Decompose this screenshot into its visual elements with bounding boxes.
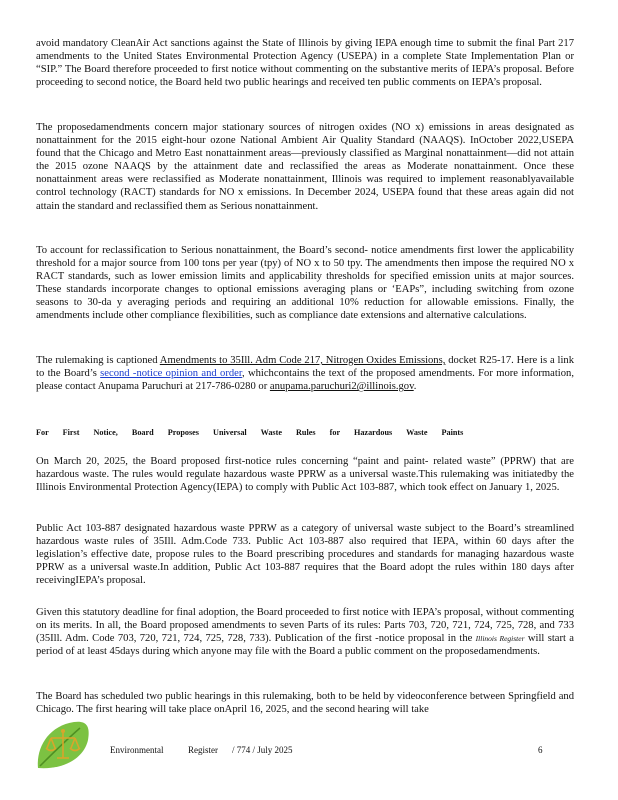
section-heading: For First Notice, Board Proposes Universal Waste Rules for Hazardous Waste Paints <box>36 428 464 437</box>
illinois-register-title: Illinois Register <box>475 634 525 644</box>
paragraph-text: will start a period of at least 45days during which anyone may file with the Board a public comment on the proposedamendments. <box>36 633 574 658</box>
paragraph-captioned <box>36 354 574 393</box>
paragraph-text: To account for reclassification to Serious nonattainment, the Board’s second- notice amendments first lower the applicability threshold for a major source from 100 tons per year (tpy) of NO x to 50 tpy. The amendments then impose the required NO x RACT standards, such as lower emission limits and applicability thresholds for specified emission units at major sources. These standards incorporate changes to optional emissions averaging plans or ‘EAPs”, including switching from ozone seasons to 30-da y averaging periods and requiring an additional 10% reduction for allowable emissions. Finally, the amendments include other compliance flexibilities, such as compliance date extensions and alternative calculations. <box>36 245 574 322</box>
footer-register: Register <box>188 745 218 755</box>
paragraph-text: . <box>413 381 417 393</box>
page-number: 6 <box>538 745 543 755</box>
footer-publication: Environmental <box>110 745 164 755</box>
rulemaking-caption: Amendments to 35Ill. Adm Code 217, Nitrogen Oxides Emissions, <box>159 355 446 366</box>
paragraph-text: Given this statutory deadline for final adoption, the Board proceeded to first notice with IEPA’s proposal, without commenting on its merits. In all, the Board proposed amendments to seven Parts of its rules: Parts 703, 720, 721, 724, 725, 728, and 733 (35Ill. Adm. Code 703, 720, 721, 724, 725, 728, 733). Publication of the first -notice proposal in the <box>36 607 574 645</box>
paragraph-hearings <box>36 690 574 716</box>
board-logo-icon <box>34 718 92 774</box>
paragraph-text: , whichcontains the text of the proposed amendments. For more information, please contact Anupama Paruchuri at 217-786-0280 or <box>36 368 574 393</box>
paragraph-text: On March 20, 2025, the Board proposed first-notice rules concerning “paint and paint- related waste” (PPRW) that are hazardous waste. The rules would regulate hazardous waste PPRW as a universal waste.This rulemaking was initiatedby the Illinois Environmental Protection Agency(IEPA) to comply with Public Act 103-887, which took effect on January 1, 2025. <box>36 456 574 494</box>
paragraph-statutory-deadline <box>36 606 574 658</box>
contact-email-link[interactable]: anupama.paruchuri2@illinois.gov <box>269 381 414 393</box>
paragraph-sanctions <box>36 37 574 89</box>
paragraph-nox-amendments <box>36 121 574 213</box>
paragraph-text: The proposedamendments concern major stationary sources of nitrogen oxides (NO x) emissions in areas designated as nonattainment for the 2015 eight-hour ozone National Ambient Air Quality Standard (NAAQS). InOctober 2022,USEPA found that the Chicago and Metro East nonattainment areas—previously classified as Marginal nonattainment—did not attain the 2015 ozone NAAQS by the attainment date and reclassified the areas as Moderate nonattainment. Once these nonattainment areas were reclassified as Moderate nonattainment, Illinois was required to implement reasonablyavailable control technology (RACT) standards for NO x emissions. In December 2024, USEPA found that these areas again did not attain the standard and reclassified them as Serious nonattainment. <box>36 122 574 212</box>
paragraph-text: The rulemaking is captioned <box>36 355 160 366</box>
paragraph-first-notice <box>36 455 574 494</box>
paragraph-text: The Board has scheduled two public hearings in this rulemaking, both to be held by videoconference between Springfield and Chicago. The first hearing will take place onApril 16, 2025, and the second hearing will take <box>36 691 574 716</box>
paragraph-reclassification <box>36 244 574 323</box>
paragraph-text: avoid mandatory CleanAir Act sanctions against the State of Illinois by giving IEPA enough time to submit the final Part 217 amendments to the United States Environmental Protection Agency (USEPA) in a complete State Implementation Plan or “SIP.” The Board therefore proceeded to first notice without commenting on the substantive merits of IEPA’s proposal. Before proceeding to second notice, the Board held two public hearings and received ten public comments on IEPA’s proposal. <box>36 38 574 89</box>
paragraph-public-act <box>36 522 574 587</box>
paragraph-text: docket R25-17. Here is a link to the Board’s <box>36 355 574 380</box>
footer-issue: / 774 / July 2025 <box>232 745 293 755</box>
second-notice-opinion-link[interactable]: second -notice opinion and order <box>100 368 242 380</box>
paragraph-text: Public Act 103-887 designated hazardous waste PPRW as a category of universal waste subject to the Board’s streamlined hazardous waste rules of 35Ill. Adm.Code 733. Public Act 103-887 also required that IEPA, within 60 days after the legislation’s effective date, propose rules to the Board prescribing procedures and standards for managing hazardous waste PPRW as a universal waste.In addition, Public Act 103-887 requires that the Board adopt the rules within 180 days after receivingIEPA’s proposal. <box>36 523 574 587</box>
